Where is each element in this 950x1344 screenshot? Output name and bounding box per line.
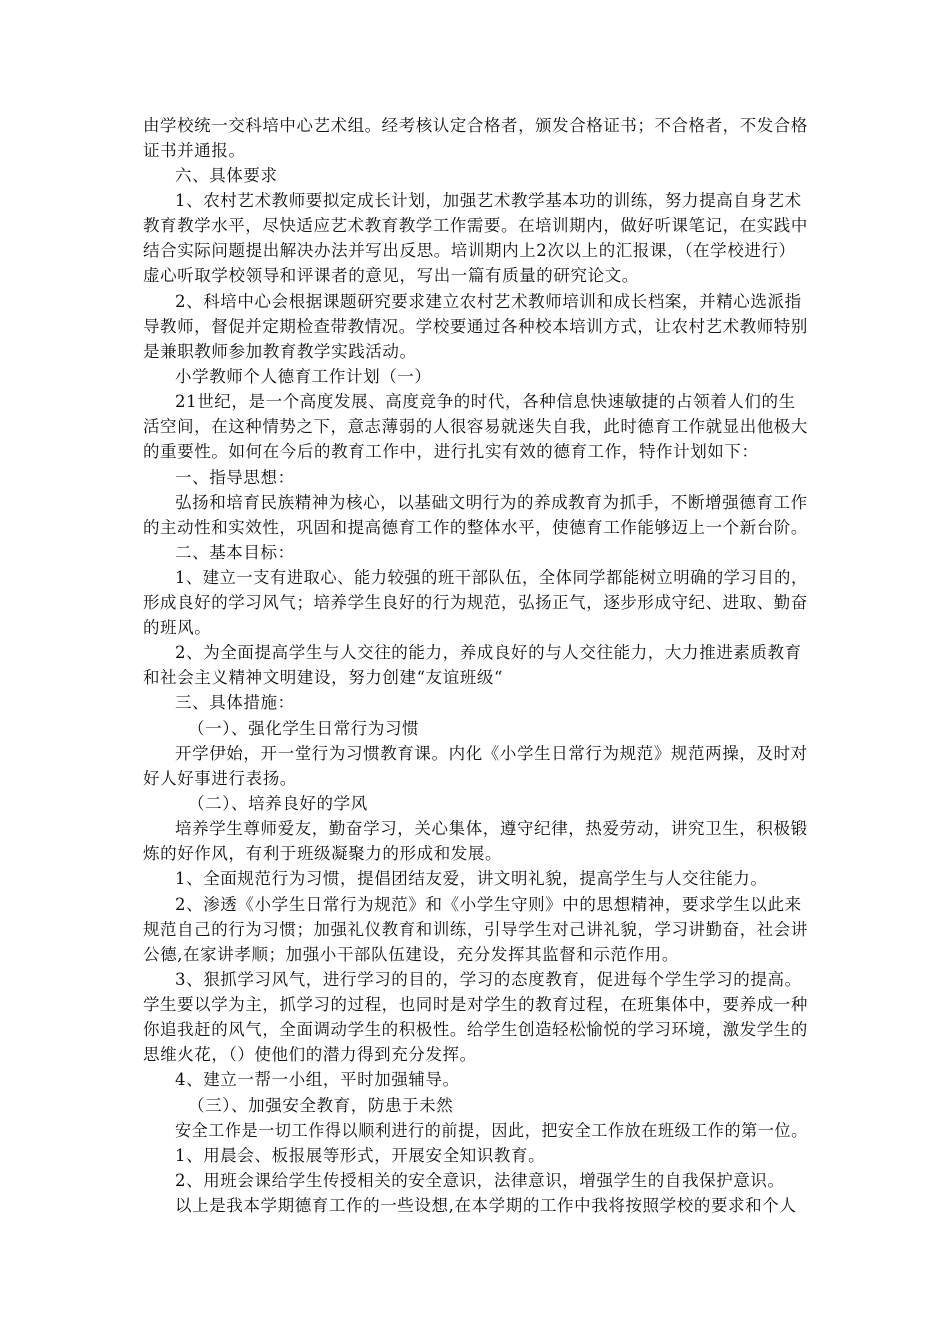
text-line: 的班风。 [143, 618, 212, 637]
text-line: 结合实际问题提出解决办法并写出反思。培训期内上2次以上的汇报课，（在学校进行） [143, 241, 796, 260]
text-line: 的重要性。如何在今后的教育工作中，进行扎实有效的德育工作，特作计划如下： [143, 442, 759, 461]
text-line: 安全工作是一切工作得以顺利进行的前提，因此，把安全工作放在班级工作的第一位。 [175, 1121, 808, 1140]
text-line: 2、渗透《小学生日常行为规范》和《小学生守则》中的思想精神，要求学生以此来 [175, 895, 802, 914]
text-line: 教育教学水平，尽快适应艺术教育教学工作需要。在培训期内，做好听课笔记，在实践中 [143, 216, 808, 235]
text-line: 你追我赶的风气，全面调动学生的积极性。给学生创造轻松愉悦的学习环境，激发学生的 [143, 1020, 808, 1039]
text-line: 4、建立一帮一小组，平时加强辅导。 [175, 1070, 460, 1089]
text-line: 学生要以学为主，抓学习的过程，也同时是对学生的教育过程，在班集体中，要养成一种 [143, 995, 808, 1014]
text-line: 的主动性和实效性，巩固和提高德育工作的整体水平，使德育工作能够迈上一个新台阶。 [143, 518, 808, 537]
text-line: 21世纪，是一个高度发展、高度竞争的时代，各种信息快速敏捷的占领着人们的生 [175, 392, 796, 411]
subsection-heading: （二）、培养良好的学风 [188, 794, 368, 813]
text-line: 规范自己的行为习惯；加强礼仪教育和训练，引导学生对己讲礼貌，学习讲勤奋，社会讲 [143, 920, 808, 939]
subsection-heading: （一）、强化学生日常行为习惯 [188, 719, 420, 738]
text-line: 炼的好作风，有利于班级凝聚力的形成和发展。 [143, 844, 503, 863]
text-line: 导教师，督促并定期检查带教情况。学校要通过各种校本培训方式，让农村艺术教师特别 [143, 317, 808, 336]
section-heading: 六、具体要求 [175, 166, 278, 185]
document-title: 小学教师个人德育工作计划（一） [175, 367, 432, 386]
text-line: 公德,在家讲孝顺；加强小干部队伍建设，充分发挥其监督和示范作用。 [143, 945, 679, 964]
text-line: 3、狠抓学习风气，进行学习的目的，学习的态度教育，促进每个学生学习的提高。 [175, 970, 802, 989]
text-line: 活空间，在这种情势之下，意志薄弱的人很容易就迷失自我，此时德育工作就显出他极大 [143, 417, 808, 436]
text-line: 证书并通报。 [143, 141, 246, 160]
text-line: 2、用班会课给学生传授相关的安全意识，法律意识，增强学生的自我保护意识。 [175, 1171, 785, 1190]
subsection-heading: （三）、加强安全教育，防患于未然 [188, 1096, 454, 1115]
text-line: 虚心听取学校领导和评课者的意见，写出一篇有质量的研究论文。 [143, 266, 639, 285]
text-line: 2、为全面提高学生与人交往的能力，养成良好的与人交往能力，大力推进素质教育 [175, 643, 802, 662]
section-heading: 一、指导思想： [175, 468, 295, 487]
text-line: 思维火花，（）使他们的潜力得到充分发挥。 [143, 1045, 477, 1064]
section-heading: 二、基本目标： [175, 543, 295, 562]
text-line: 1、农村艺术教师要拟定成长计划，加强艺术教学基本功的训练，努力提高自身艺术 [175, 191, 802, 210]
text-line: 1、建立一支有进取心、能力较强的班干部队伍，全体同学都能树立明确的学习目的， [175, 568, 808, 587]
text-line: 开学伊始，开一堂行为习惯教育课。内化《小学生日常行为规范》规范两操，及时对 [175, 744, 808, 763]
text-line: 以上是我本学期德育工作的一些设想,在本学期的工作中我将按照学校的要求和个人 [175, 1196, 797, 1215]
text-line: 和社会主义精神文明建设，努力创建“友谊班级“ [143, 668, 504, 687]
text-line: 1、用晨会、板报展等形式，开展安全知识教育。 [175, 1146, 546, 1165]
text-line: 好人好事进行表扬。 [143, 769, 297, 788]
section-heading: 三、具体措施： [175, 693, 295, 712]
text-line: 1、全面规范行为习惯，提倡团结友爱，讲文明礼貌，提高学生与人交往能力。 [175, 869, 768, 888]
text-line: 弘扬和培育民族精神为核心，以基础文明行为的养成教育为抓手，不断增强德育工作 [175, 493, 808, 512]
text-line: 是兼职教师参加教育教学实践活动。 [143, 342, 417, 361]
text-line: 由学校统一交科培中心艺术组。经考核认定合格者，颁发合格证书；不合格者，不发合格 [143, 116, 808, 135]
text-line: 2、科培中心会根据课题研究要求建立农村艺术教师培训和成长档案，并精心选派指 [175, 292, 802, 311]
text-line: 培养学生尊师爱友，勤奋学习，关心集体，遵守纪律，热爱劳动，讲究卫生，积极锻 [175, 819, 808, 838]
text-line: 形成良好的学习风气；培养学生良好的行为规范，弘扬正气，逐步形成守纪、进取、勤奋 [143, 593, 808, 612]
